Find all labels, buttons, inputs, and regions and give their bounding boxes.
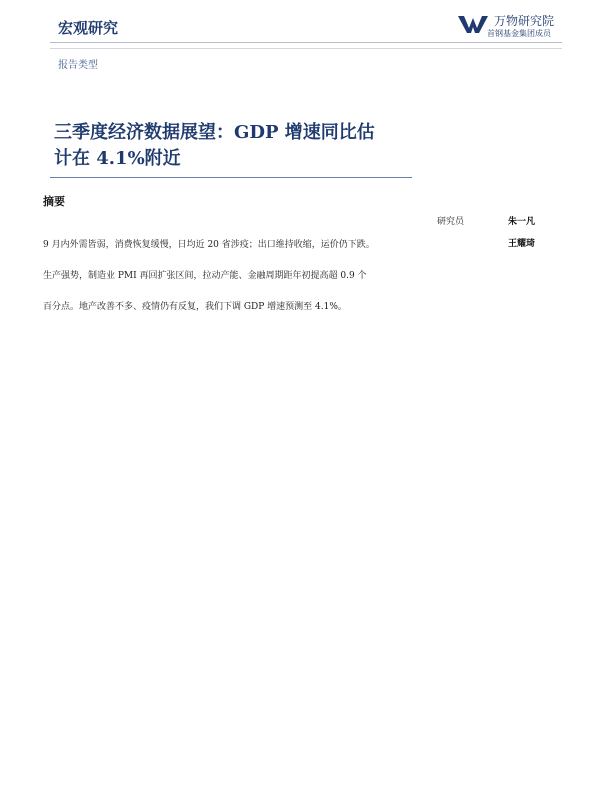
abstract-heading: 摘要 [43, 195, 65, 208]
logo-name: 万物研究院 [494, 14, 555, 28]
section-title: 宏观研究 [58, 19, 119, 37]
title-underline [50, 177, 412, 178]
header-divider [50, 42, 562, 43]
analyst-name-1: 朱一凡 [508, 217, 536, 227]
abstract-body [43, 230, 423, 323]
abstract-line: 9 月内外需皆弱，消费恢复缓慢，日均近 20 省涉疫；出口维持收缩，运价仍下跌。 [43, 240, 375, 250]
header-divider-secondary [50, 48, 562, 49]
report-type-label: 报告类型 [58, 60, 98, 71]
analyst-name-2: 王耀琦 [508, 239, 536, 249]
brand-logo [458, 12, 568, 42]
wwyjy-w-logo-icon [458, 14, 488, 34]
logo-subtitle: 首钢基金集团成员 [487, 29, 551, 38]
page-title [54, 120, 414, 172]
analyst-label: 研究员 [437, 217, 465, 227]
title-line-1: 三季度经济数据展望：GDP 增速同比估 [54, 122, 375, 143]
abstract-line: 生产强势，制造业 PMI 再回扩张区间，拉动产能、金融周期距年初提高超 0.9 个 [43, 271, 367, 281]
abstract-line: 百分点。地产改善不多、疫情仍有反复，我们下调 GDP 增速预测至 4.1%。 [43, 302, 347, 312]
title-line-2: 计在 4.1%附近 [54, 148, 181, 169]
